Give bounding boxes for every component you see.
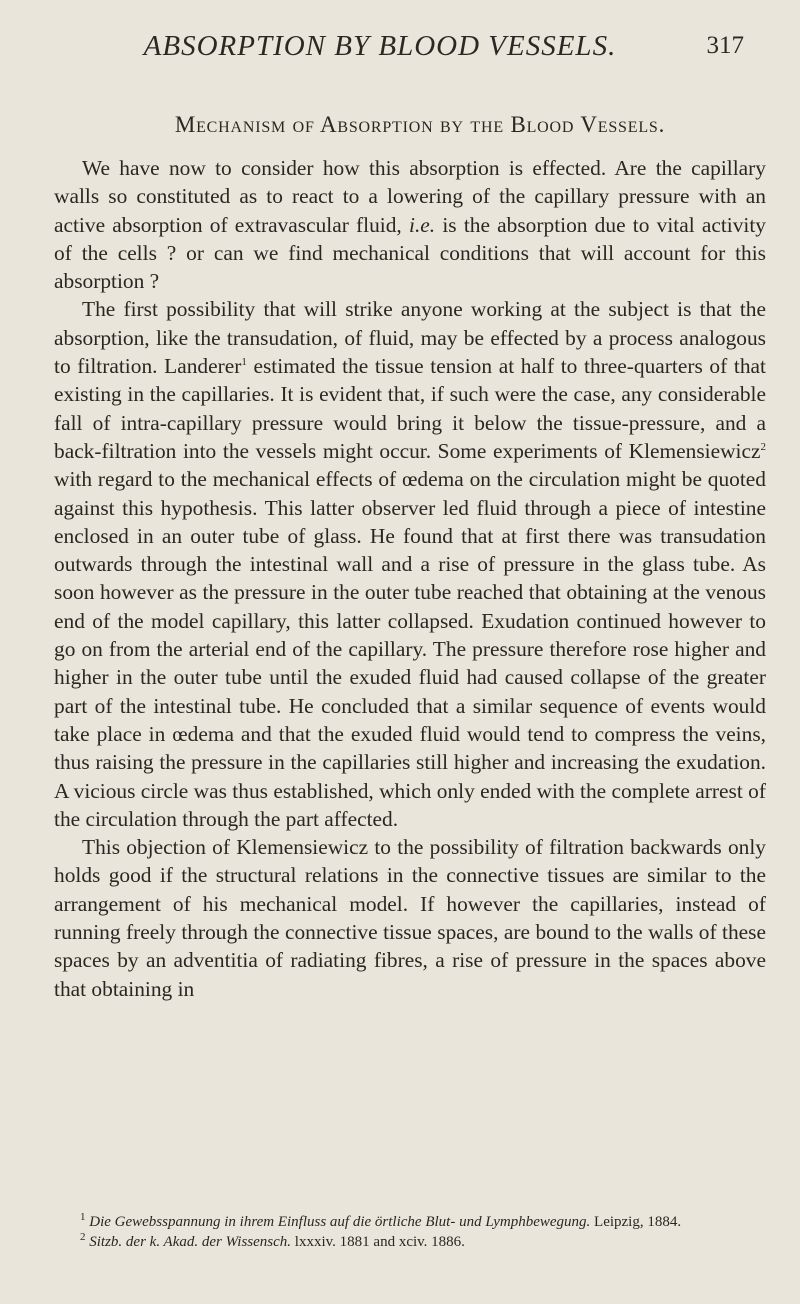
- paragraph-text: with regard to the mechanical effects of œdema on the circulation might be quoted against this hypothesis. This latter observer led fluid through a piece of intestine enclosed in an outer tube of glass. He found that at first there was transudation outwards through the intestinal wall and a rise of pressure in the glass tube. As soon however as the pressure in the outer tube reached that obtaining at the venous end of the model capillary, this latter collapsed. Exudation continued however to go on from the arterial end of the capillary. The pressure therefore rose higher and higher in the outer tube until the exuded fluid had caused collapse of the greater part of the intestinal tube. He concluded that a similar sequence of events would take place in œdema and that the exuded fluid would tend to compress the veins, thus raising the pressure in the capillaries still higher and increasing the exudation. A vicious circle was thus established, which only ended with the complete arrest of the circulation through the part affected.: [54, 467, 766, 831]
- running-head: [0, 30, 800, 70]
- paragraph-text: The first possibility that will strike anyone working at the subject is that the absorption, like the transudation, of fluid, may be effected by a process analogous to filtration. Landerer: [54, 297, 766, 379]
- footnote-ref: 1: [241, 355, 247, 368]
- footnote-text: lxxxiv. 1881 and xciv. 1886.: [291, 1234, 465, 1250]
- footnote-title: Die Gewebsspannung in ihrem Einfluss auf die örtliche Blut- und Lymphbewegung.: [89, 1214, 591, 1230]
- footnotes: [54, 1212, 766, 1252]
- section-title: Mechanism of Absorption by the Blood Vessels.: [174, 112, 666, 137]
- footnote-text: Leipzig, 1884.: [590, 1214, 682, 1230]
- paragraph-text: estimated the tissue tension at half to three-quarters of that existing in the capillaries. It is evident that, if such were the case, any considerable fall of intra-capillary pressure would bring it below the tissue-pressure, and a back-filtration into the vessels might occur. Some experiments of Klemensiewicz: [54, 354, 766, 463]
- page-number: 317: [706, 32, 744, 59]
- footnote-1: [54, 1212, 766, 1232]
- running-title: ABSORPTION BY BLOOD VESSELS.: [143, 30, 617, 62]
- body-text: [54, 154, 766, 1003]
- paragraph-1: [54, 154, 766, 295]
- footnote-mark: 1: [80, 1211, 86, 1223]
- footnote-2: [54, 1232, 766, 1252]
- paragraph-text: is the absorption due to vital activity of the cells ? or can we find mechanical conditions that will account for this absorption ?: [54, 212, 766, 294]
- paragraph-3: This objection of Klemensiewicz to the possibility of filtration backwards only holds good if the structural relations in the connective tissues are similar to the arrangement of his mechanical model. If however the capillaries, instead of running freely through the connective tissue spaces, are bound to the walls of these spaces by an adventitia of radiating fibres, a rise of pressure in the spaces above that obtaining in: [54, 835, 766, 1001]
- footnote-title: Sitzb. der k. Akad. der Wissensch.: [89, 1234, 292, 1250]
- footnote-mark: 2: [80, 1231, 86, 1243]
- footnote-ref: 2: [760, 440, 766, 453]
- paragraph-2: [54, 295, 766, 833]
- paragraph-text: We have now to consider how this absorption is effected. Are the capillary walls so constituted as to react to a lowering of the capillary pressure with an active absorption of extravascular fluid,: [54, 156, 766, 237]
- italic-text: i.e.: [409, 212, 436, 237]
